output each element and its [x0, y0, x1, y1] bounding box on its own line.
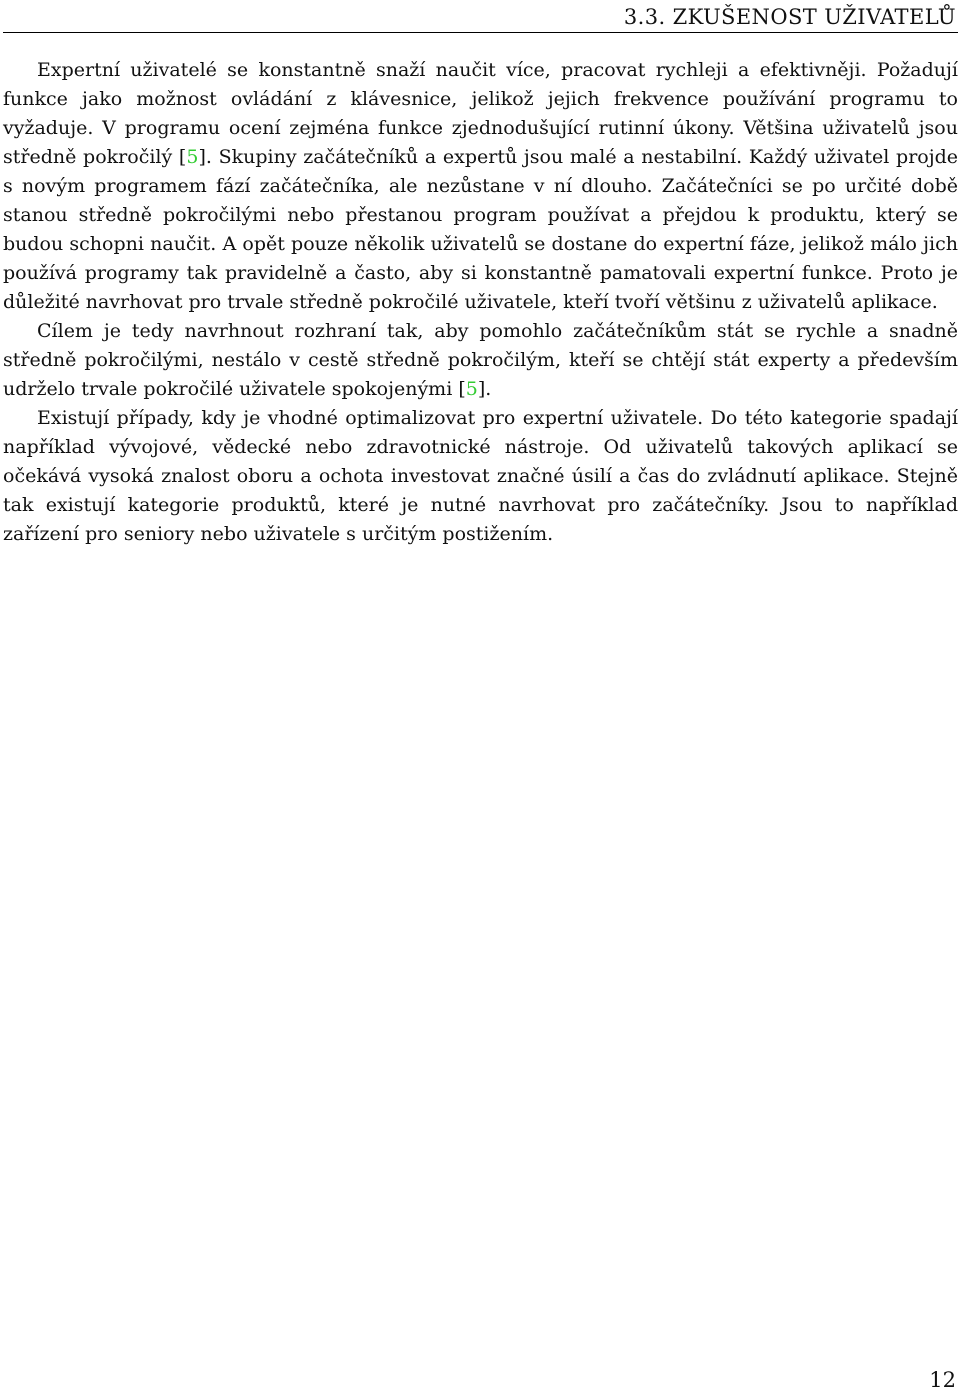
paragraph-2-text-b: ].: [477, 378, 492, 400]
text-body: [3, 56, 958, 549]
paragraph-2: [3, 317, 958, 404]
page-number: 12: [929, 1368, 956, 1392]
header-rule: [3, 32, 958, 33]
paragraph-3: Existují případy, kdy je vhodné optimalizovat pro expertní uživatele. Do této kategorie spadají například vývojové, vědecké nebo zdravotnické nástroje. Od uživatelů takových aplikací se očekává vysoká znalost oboru a ochota investovat značné úsilí a čas do zvládnutí aplikace. Stejně tak existují kategorie produktů, které je nutné navrhovat pro začátečníky. Jsou to například zařízení pro seniory nebo uživatele s určitým postižením.: [3, 407, 958, 545]
citation-link[interactable]: 5: [465, 378, 478, 400]
citation-link[interactable]: 5: [186, 146, 199, 168]
paragraph-1-text-b: ]. Skupiny začátečníků a expertů jsou malé a nestabilní. Každý uživatel projde s novým programem fází začátečníka, ale nezůstane v ní dlouho. Začátečníci se po určité době stanou středně pokročilými nebo přestanou program používat a přejdou k produktu, který se budou schopni naučit. A opět pouze několik uživatelů se dostane do expertní fáze, jelikož málo jich používá programy tak pravidelně a často, aby si konstantně pamatovali expertní funkce. Proto je důležité navrhovat pro trvale středně pokročilé uživatele, kteří tvoří většinu z uživatelů aplikace.: [3, 146, 959, 313]
paragraph-1-text-a: Expertní uživatelé se konstantně snaží naučit více, pracovat rychleji a efektivněji. Požadují funkce jako možnost ovládání z klávesnice, jelikož jejich frekvence používání programu to vyžaduje. V programu ocení zejména funkce zjednodušující rutinní úkony. Většina uživatelů jsou středně pokročilý [: [3, 59, 958, 168]
running-header: 3.3. ZKUŠENOST UŽIVATELŮ: [623, 5, 956, 29]
paragraph-2-text-a: Cílem je tedy navrhnout rozhraní tak, aby pomohlo začátečníkům stát se rychle a snadně středně pokročilými, nestálo v cestě středně pokročilým, kteří se chtějí stát experty a především udrželo trvale pokročilé uživatele spokojenými [: [3, 320, 958, 400]
paragraph-1: [3, 56, 958, 317]
